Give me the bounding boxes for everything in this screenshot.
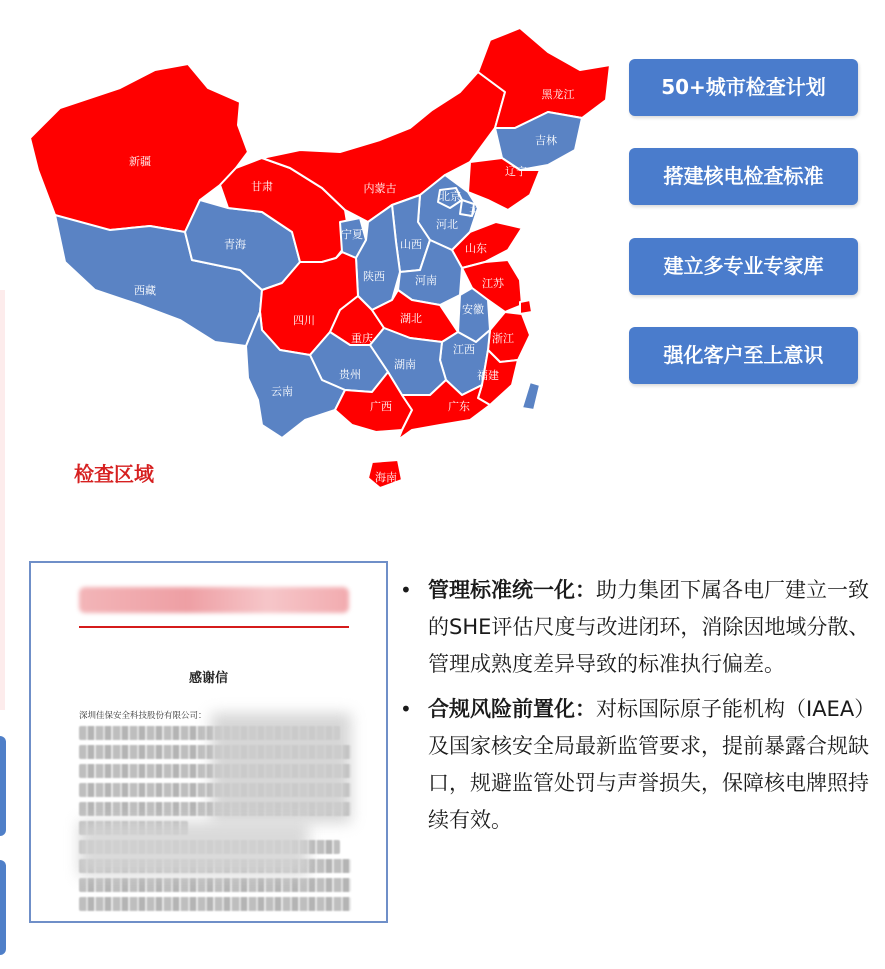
feature-button-standard[interactable]: 搭建核电检查标准 xyxy=(629,148,858,205)
benefit-text: 对标国际原子能机构（IAEA）及国家核安全局最新监管要求，提前暴露合规缺口，规避监管处罚与声誉损失，保障核电牌照持续有效。 xyxy=(428,697,869,832)
map-label: 安徽 xyxy=(462,303,484,316)
china-inspection-map xyxy=(0,0,620,500)
letter-header-rule xyxy=(79,626,349,628)
feature-button-customer[interactable]: 强化客户至上意识 xyxy=(629,327,858,384)
map-legend-title: 检查区域 xyxy=(74,462,154,486)
map-label: 福建 xyxy=(477,369,499,382)
bullet-dot-icon: • xyxy=(400,578,412,602)
map-label: 湖南 xyxy=(394,358,416,371)
map-label: 西藏 xyxy=(134,284,156,297)
map-label: 山东 xyxy=(465,242,487,255)
map-label: 天津 xyxy=(469,206,491,219)
map-label: 甘肃 xyxy=(251,180,273,193)
map-label: 宁夏 xyxy=(341,228,363,241)
map-label: 海南 xyxy=(375,471,397,484)
left-edge-tab[interactable] xyxy=(0,860,6,955)
map-label: 重庆 xyxy=(351,332,373,345)
map-label: 内蒙古 xyxy=(363,182,397,195)
map-label: 浙江 xyxy=(492,332,514,345)
left-edge-tab[interactable] xyxy=(0,736,6,836)
map-label: 广东 xyxy=(448,400,470,413)
letter-redaction xyxy=(79,821,309,876)
letter-letterhead-blurred xyxy=(79,587,349,613)
letter-title: 感谢信 xyxy=(188,671,228,686)
map-label: 陕西 xyxy=(363,270,385,283)
map-label: 江西 xyxy=(453,343,475,356)
map-label: 湖北 xyxy=(400,312,422,325)
feature-button-city-plan[interactable]: 50+城市检查计划 xyxy=(629,59,858,116)
map-label: 辽宁 xyxy=(505,165,527,178)
map-label: 贵州 xyxy=(339,368,361,381)
map-label: 四川 xyxy=(293,314,315,327)
feature-button-expert-pool[interactable]: 建立多专业专家库 xyxy=(629,238,858,295)
province-shanghai[interactable] xyxy=(520,300,532,314)
benefit-title: 合规风险前置化： xyxy=(428,697,596,721)
map-label: 上海 xyxy=(533,302,555,315)
map-label: 云南 xyxy=(271,385,293,398)
map-label: 新疆 xyxy=(129,155,151,168)
benefit-text: 助力集团下属各电厂建立一致的SHE评估尺度与改进闭环，消除因地域分散、管理成熟度差异导致的标准执行偏差。 xyxy=(428,578,870,676)
map-label: 河北 xyxy=(436,218,458,231)
map-label: 河南 xyxy=(415,274,437,287)
map-label: 吉林 xyxy=(535,134,557,147)
thank-you-letter-image xyxy=(29,561,388,923)
province-taiwan[interactable] xyxy=(522,382,540,410)
letter-redaction xyxy=(211,713,351,823)
benefit-title: 管理标准统一化： xyxy=(428,578,596,602)
benefit-item xyxy=(400,691,870,839)
map-label: 江苏 xyxy=(482,277,504,290)
benefit-item xyxy=(400,572,870,683)
map-label: 黑龙江 xyxy=(541,88,575,101)
map-label: 青海 xyxy=(224,238,246,251)
benefit-list xyxy=(400,572,870,847)
map-label: 北京 xyxy=(439,190,461,203)
letter-greeting: 深圳佳保安全科技股份有限公司： xyxy=(79,711,207,721)
province-shaanxi[interactable] xyxy=(356,205,400,310)
bullet-dot-icon: • xyxy=(400,697,412,721)
map-label: 山西 xyxy=(400,238,422,251)
map-label: 广西 xyxy=(370,400,392,413)
